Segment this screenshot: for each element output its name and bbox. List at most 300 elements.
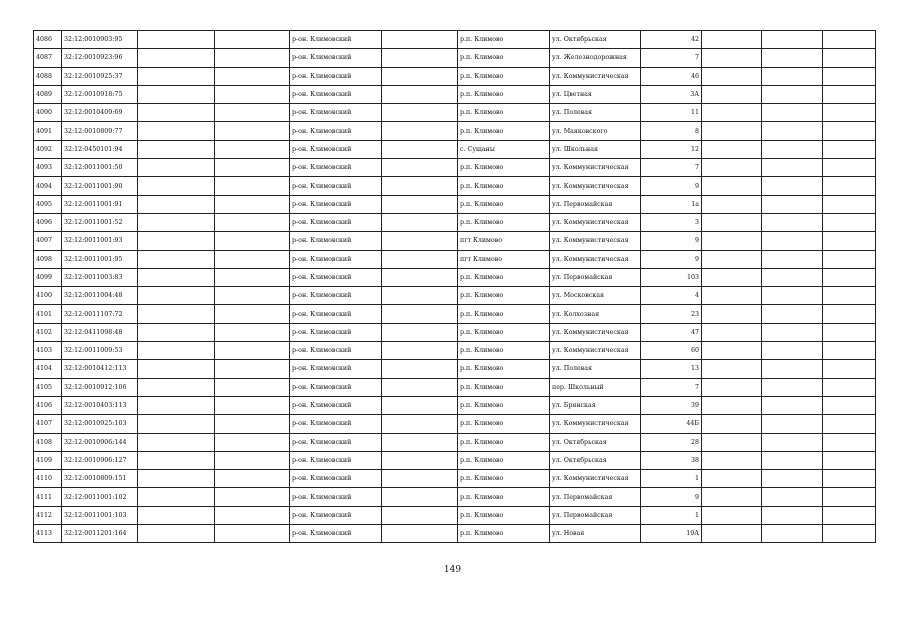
empty-cell — [823, 360, 876, 378]
district-cell: р-он. Климовский — [290, 415, 382, 433]
cadastral-number-cell: 32:12:0450101:94 — [62, 140, 138, 158]
empty-cell — [215, 49, 290, 67]
empty-cell — [702, 67, 762, 85]
table-row — [34, 470, 876, 488]
house-number-cell: 9 — [641, 177, 702, 195]
empty-cell — [215, 378, 290, 396]
district-cell: р-он. Климовский — [290, 470, 382, 488]
empty-cell — [215, 250, 290, 268]
empty-cell — [762, 287, 823, 305]
empty-cell — [138, 49, 215, 67]
row-number-cell: 4112 — [34, 506, 62, 524]
empty-cell — [382, 49, 458, 67]
empty-cell — [138, 525, 215, 543]
row-number-cell: 4111 — [34, 488, 62, 506]
house-number-cell: 1 — [641, 506, 702, 524]
row-number-cell: 4093 — [34, 159, 62, 177]
empty-cell — [138, 159, 215, 177]
empty-cell — [823, 396, 876, 414]
locality-cell: р.п. Климово — [458, 451, 550, 469]
district-cell: р-он. Климовский — [290, 232, 382, 250]
row-number-cell: 4092 — [34, 140, 62, 158]
street-cell: ул. Колхозная — [550, 305, 641, 323]
empty-cell — [823, 268, 876, 286]
empty-cell — [382, 415, 458, 433]
empty-cell — [823, 104, 876, 122]
empty-cell — [762, 85, 823, 103]
empty-cell — [823, 49, 876, 67]
street-cell: ул. Маяковского — [550, 122, 641, 140]
empty-cell — [215, 268, 290, 286]
empty-cell — [702, 396, 762, 414]
street-cell: ул. Первомайская — [550, 268, 641, 286]
empty-cell — [138, 140, 215, 158]
empty-cell — [823, 232, 876, 250]
empty-cell — [702, 360, 762, 378]
table-row — [34, 177, 876, 195]
cadastral-number-cell: 32:12:0011107:72 — [62, 305, 138, 323]
empty-cell — [138, 378, 215, 396]
empty-cell — [762, 140, 823, 158]
district-cell: р-он. Климовский — [290, 287, 382, 305]
empty-cell — [138, 213, 215, 231]
locality-cell: р.п. Климово — [458, 360, 550, 378]
empty-cell — [382, 433, 458, 451]
district-cell: р-он. Климовский — [290, 31, 382, 49]
empty-cell — [702, 305, 762, 323]
empty-cell — [138, 250, 215, 268]
empty-cell — [762, 378, 823, 396]
street-cell: ул. Железнодорожная — [550, 49, 641, 67]
house-number-cell: 19А — [641, 525, 702, 543]
locality-cell: р.п. Климово — [458, 49, 550, 67]
house-number-cell: 60 — [641, 342, 702, 360]
empty-cell — [702, 488, 762, 506]
house-number-cell: 44Б — [641, 415, 702, 433]
row-number-cell: 4088 — [34, 67, 62, 85]
house-number-cell: 1 — [641, 470, 702, 488]
empty-cell — [215, 232, 290, 250]
district-cell: р-он. Климовский — [290, 213, 382, 231]
table-row — [34, 31, 876, 49]
street-cell: ул. Московская — [550, 287, 641, 305]
empty-cell — [138, 232, 215, 250]
house-number-cell: 9 — [641, 488, 702, 506]
page-number: 149 — [443, 565, 462, 575]
street-cell: ул. Коммунистическая — [550, 232, 641, 250]
street-cell: ул. Школьная — [550, 140, 641, 158]
district-cell: р-он. Климовский — [290, 360, 382, 378]
house-number-cell: 39 — [641, 396, 702, 414]
house-number-cell: 3 — [641, 213, 702, 231]
empty-cell — [382, 213, 458, 231]
row-number-cell: 4096 — [34, 213, 62, 231]
cadastral-number-cell: 32:12:0011001:103 — [62, 506, 138, 524]
district-cell: р-он. Климовский — [290, 85, 382, 103]
row-number-cell: 4094 — [34, 177, 62, 195]
locality-cell: с. Сущаны — [458, 140, 550, 158]
empty-cell — [215, 342, 290, 360]
empty-cell — [762, 195, 823, 213]
cadastral-number-cell: 32:12:0010903:95 — [62, 31, 138, 49]
table-row — [34, 378, 876, 396]
empty-cell — [215, 433, 290, 451]
empty-cell — [702, 49, 762, 67]
street-cell: ул. Коммунистическая — [550, 67, 641, 85]
empty-cell — [382, 451, 458, 469]
house-number-cell: 28 — [641, 433, 702, 451]
empty-cell — [138, 85, 215, 103]
empty-cell — [382, 506, 458, 524]
row-number-cell: 4113 — [34, 525, 62, 543]
empty-cell — [382, 342, 458, 360]
empty-cell — [382, 396, 458, 414]
cadastral-number-cell: 32:12:0011001:95 — [62, 250, 138, 268]
empty-cell — [702, 31, 762, 49]
empty-cell — [702, 506, 762, 524]
empty-cell — [215, 159, 290, 177]
empty-cell — [702, 378, 762, 396]
empty-cell — [138, 360, 215, 378]
empty-cell — [382, 305, 458, 323]
empty-cell — [702, 177, 762, 195]
empty-cell — [382, 31, 458, 49]
empty-cell — [138, 470, 215, 488]
district-cell: р-он. Климовский — [290, 268, 382, 286]
empty-cell — [702, 470, 762, 488]
street-cell: пер. Школьный — [550, 378, 641, 396]
empty-cell — [762, 232, 823, 250]
empty-cell — [382, 323, 458, 341]
locality-cell: р.п. Климово — [458, 470, 550, 488]
empty-cell — [762, 213, 823, 231]
locality-cell: р.п. Климово — [458, 195, 550, 213]
empty-cell — [138, 305, 215, 323]
empty-cell — [382, 250, 458, 268]
empty-cell — [138, 342, 215, 360]
table-row — [34, 287, 876, 305]
empty-cell — [138, 506, 215, 524]
empty-cell — [702, 323, 762, 341]
empty-cell — [138, 287, 215, 305]
cadastral-number-cell: 32:12:0010923:96 — [62, 49, 138, 67]
district-cell: р-он. Климовский — [290, 104, 382, 122]
row-number-cell: 4097 — [34, 232, 62, 250]
street-cell: ул. Коммунистическая — [550, 342, 641, 360]
empty-cell — [762, 525, 823, 543]
house-number-cell: 7 — [641, 159, 702, 177]
empty-cell — [138, 122, 215, 140]
empty-cell — [702, 451, 762, 469]
empty-cell — [382, 287, 458, 305]
row-number-cell: 4089 — [34, 85, 62, 103]
house-number-cell: 47 — [641, 323, 702, 341]
cadastral-number-cell: 32:12:0011001:91 — [62, 195, 138, 213]
empty-cell — [215, 525, 290, 543]
empty-cell — [762, 67, 823, 85]
empty-cell — [382, 67, 458, 85]
table-row — [34, 159, 876, 177]
empty-cell — [823, 506, 876, 524]
cadastral-number-cell: 32:12:0010809:77 — [62, 122, 138, 140]
locality-cell: р.п. Климово — [458, 213, 550, 231]
empty-cell — [215, 213, 290, 231]
street-cell: ул. Брянская — [550, 396, 641, 414]
district-cell: р-он. Климовский — [290, 451, 382, 469]
row-number-cell: 4090 — [34, 104, 62, 122]
empty-cell — [215, 140, 290, 158]
table-row — [34, 140, 876, 158]
empty-cell — [823, 470, 876, 488]
locality-cell: р.п. Климово — [458, 433, 550, 451]
empty-cell — [823, 488, 876, 506]
empty-cell — [138, 323, 215, 341]
street-cell: ул. Новая — [550, 525, 641, 543]
empty-cell — [382, 488, 458, 506]
district-cell: р-он. Климовский — [290, 433, 382, 451]
locality-cell: р.п. Климово — [458, 506, 550, 524]
district-cell: р-он. Климовский — [290, 195, 382, 213]
table-row — [34, 323, 876, 341]
row-number-cell: 4101 — [34, 305, 62, 323]
cadastral-number-cell: 32:12:0010412:113 — [62, 360, 138, 378]
cadastral-number-cell: 32:12:0011004:48 — [62, 287, 138, 305]
empty-cell — [823, 67, 876, 85]
empty-cell — [138, 415, 215, 433]
street-cell: ул. Полевая — [550, 360, 641, 378]
empty-cell — [215, 323, 290, 341]
empty-cell — [215, 506, 290, 524]
street-cell: ул. Октябрьская — [550, 433, 641, 451]
table-row — [34, 49, 876, 67]
cadastral-number-cell: 32:12:0010918:75 — [62, 85, 138, 103]
table-row — [34, 415, 876, 433]
empty-cell — [215, 67, 290, 85]
empty-cell — [138, 195, 215, 213]
empty-cell — [138, 177, 215, 195]
house-number-cell: 38 — [641, 451, 702, 469]
locality-cell: р.п. Климово — [458, 305, 550, 323]
table-row — [34, 525, 876, 543]
row-number-cell: 4100 — [34, 287, 62, 305]
empty-cell — [215, 31, 290, 49]
empty-cell — [382, 85, 458, 103]
locality-cell: р.п. Климово — [458, 415, 550, 433]
empty-cell — [823, 287, 876, 305]
empty-cell — [382, 140, 458, 158]
empty-cell — [762, 122, 823, 140]
locality-cell: р.п. Климово — [458, 67, 550, 85]
cadastral-number-cell: 32:12:0011201:164 — [62, 525, 138, 543]
empty-cell — [762, 488, 823, 506]
table-body — [34, 31, 876, 543]
row-number-cell: 4095 — [34, 195, 62, 213]
empty-cell — [702, 433, 762, 451]
empty-cell — [702, 140, 762, 158]
empty-cell — [702, 195, 762, 213]
locality-cell: р.п. Климово — [458, 488, 550, 506]
district-cell: р-он. Климовский — [290, 159, 382, 177]
empty-cell — [762, 159, 823, 177]
locality-cell: р.п. Климово — [458, 268, 550, 286]
house-number-cell: 9 — [641, 250, 702, 268]
empty-cell — [215, 451, 290, 469]
locality-cell: р.п. Климово — [458, 342, 550, 360]
empty-cell — [823, 378, 876, 396]
empty-cell — [702, 159, 762, 177]
cadastral-number-cell: 32:12:0011001:93 — [62, 232, 138, 250]
empty-cell — [382, 159, 458, 177]
district-cell: р-он. Климовский — [290, 396, 382, 414]
empty-cell — [823, 85, 876, 103]
empty-cell — [762, 177, 823, 195]
row-number-cell: 4107 — [34, 415, 62, 433]
empty-cell — [762, 268, 823, 286]
district-cell: р-он. Климовский — [290, 342, 382, 360]
street-cell: ул. Первомайская — [550, 488, 641, 506]
district-cell: р-он. Климовский — [290, 378, 382, 396]
district-cell: р-он. Климовский — [290, 525, 382, 543]
empty-cell — [702, 85, 762, 103]
empty-cell — [762, 104, 823, 122]
house-number-cell: 4 — [641, 287, 702, 305]
house-number-cell: 7 — [641, 49, 702, 67]
cadastral-number-cell: 32:12:0010906:127 — [62, 451, 138, 469]
row-number-cell: 4099 — [34, 268, 62, 286]
locality-cell: р.п. Климово — [458, 31, 550, 49]
house-number-cell: 46 — [641, 67, 702, 85]
empty-cell — [138, 268, 215, 286]
empty-cell — [823, 213, 876, 231]
locality-cell: р.п. Климово — [458, 525, 550, 543]
empty-cell — [823, 140, 876, 158]
locality-cell: р.п. Климово — [458, 104, 550, 122]
house-number-cell: 1а — [641, 195, 702, 213]
locality-cell: р.п. Климово — [458, 378, 550, 396]
table-row — [34, 67, 876, 85]
empty-cell — [215, 104, 290, 122]
table-row — [34, 360, 876, 378]
district-cell: р-он. Климовский — [290, 323, 382, 341]
empty-cell — [762, 451, 823, 469]
empty-cell — [382, 104, 458, 122]
empty-cell — [382, 525, 458, 543]
street-cell: ул. Первомайская — [550, 506, 641, 524]
street-cell: ул. Коммунистическая — [550, 159, 641, 177]
empty-cell — [702, 122, 762, 140]
street-cell: ул. Коммунистическая — [550, 177, 641, 195]
row-number-cell: 4109 — [34, 451, 62, 469]
empty-cell — [215, 360, 290, 378]
street-cell: ул. Октябрьская — [550, 451, 641, 469]
table-row — [34, 232, 876, 250]
empty-cell — [823, 342, 876, 360]
district-cell: р-он. Климовский — [290, 305, 382, 323]
table-row — [34, 104, 876, 122]
table-row — [34, 195, 876, 213]
house-number-cell: 11 — [641, 104, 702, 122]
empty-cell — [215, 305, 290, 323]
house-number-cell: 12 — [641, 140, 702, 158]
empty-cell — [702, 104, 762, 122]
empty-cell — [762, 49, 823, 67]
district-cell: р-он. Климовский — [290, 177, 382, 195]
street-cell: ул. Коммунистическая — [550, 415, 641, 433]
empty-cell — [382, 232, 458, 250]
row-number-cell: 4104 — [34, 360, 62, 378]
empty-cell — [702, 213, 762, 231]
empty-cell — [215, 396, 290, 414]
empty-cell — [762, 305, 823, 323]
empty-cell — [215, 488, 290, 506]
street-cell: ул. Коммунистическая — [550, 323, 641, 341]
street-cell: ул. Цветная — [550, 85, 641, 103]
empty-cell — [382, 195, 458, 213]
table-row — [34, 506, 876, 524]
empty-cell — [215, 287, 290, 305]
empty-cell — [823, 433, 876, 451]
street-cell: ул. Первомайская — [550, 195, 641, 213]
district-cell: р-он. Климовский — [290, 122, 382, 140]
street-cell: ул. Коммунистическая — [550, 250, 641, 268]
row-number-cell: 4106 — [34, 396, 62, 414]
empty-cell — [215, 122, 290, 140]
cadastral-number-cell: 32:12:0010906:144 — [62, 433, 138, 451]
cadastral-number-cell: 32:12:0010409:69 — [62, 104, 138, 122]
empty-cell — [823, 31, 876, 49]
row-number-cell: 4102 — [34, 323, 62, 341]
empty-cell — [823, 159, 876, 177]
cadastral-number-cell: 32:12:0011003:83 — [62, 268, 138, 286]
cadastral-number-cell: 32:12:0011009:53 — [62, 342, 138, 360]
table-row — [34, 213, 876, 231]
empty-cell — [138, 451, 215, 469]
cadastral-number-cell: 32:12:0411098:48 — [62, 323, 138, 341]
locality-cell: р.п. Климово — [458, 396, 550, 414]
empty-cell — [823, 250, 876, 268]
locality-cell: р.п. Климово — [458, 85, 550, 103]
table-row — [34, 433, 876, 451]
street-cell: ул. Коммунистическая — [550, 213, 641, 231]
table-row — [34, 85, 876, 103]
empty-cell — [215, 470, 290, 488]
empty-cell — [823, 177, 876, 195]
empty-cell — [762, 31, 823, 49]
table-row — [34, 305, 876, 323]
empty-cell — [702, 342, 762, 360]
table-row — [34, 268, 876, 286]
locality-cell: пгт Климово — [458, 232, 550, 250]
house-number-cell: 23 — [641, 305, 702, 323]
house-number-cell: 7 — [641, 378, 702, 396]
row-number-cell: 4091 — [34, 122, 62, 140]
empty-cell — [762, 396, 823, 414]
empty-cell — [382, 360, 458, 378]
empty-cell — [138, 31, 215, 49]
cadastral-number-cell: 32:12:0011001:90 — [62, 177, 138, 195]
registry-table — [33, 30, 876, 543]
empty-cell — [702, 250, 762, 268]
empty-cell — [762, 360, 823, 378]
cadastral-number-cell: 32:12:0010912:106 — [62, 378, 138, 396]
locality-cell: пгт Климово — [458, 250, 550, 268]
row-number-cell: 4108 — [34, 433, 62, 451]
table-row — [34, 250, 876, 268]
empty-cell — [382, 378, 458, 396]
row-number-cell: 4098 — [34, 250, 62, 268]
empty-cell — [762, 470, 823, 488]
row-number-cell: 4103 — [34, 342, 62, 360]
